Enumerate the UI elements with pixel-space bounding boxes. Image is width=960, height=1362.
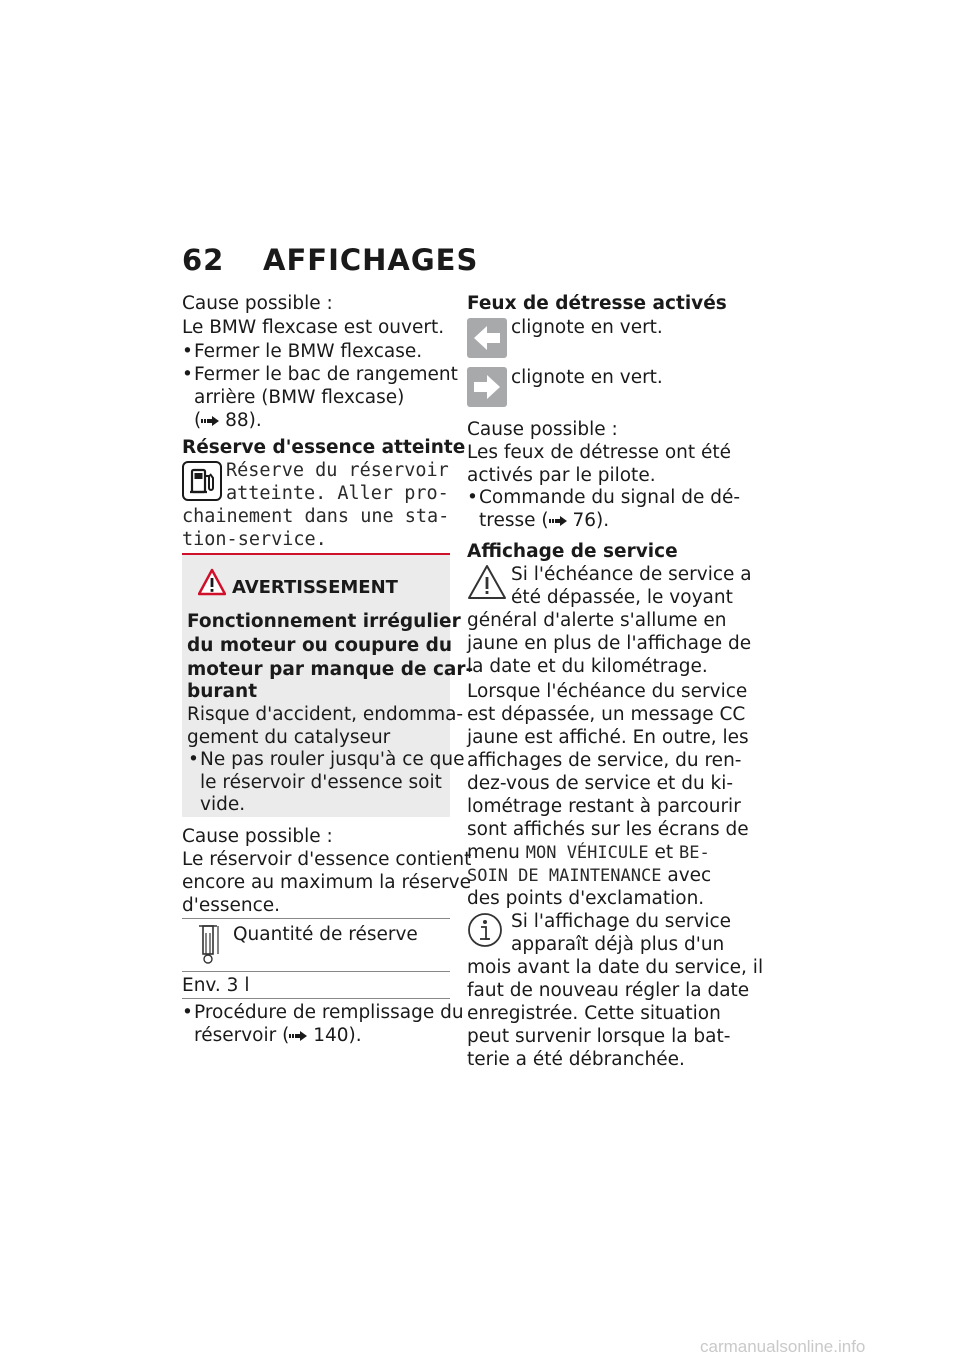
warning-rule <box>182 553 450 555</box>
page-ref-arrow-icon <box>201 416 219 426</box>
service-p2-line: Lorsque l'échéance du service <box>467 681 748 702</box>
bullet-continuation: arrière (BMW flexcase) <box>194 387 405 408</box>
service-p2-menu-line <box>467 841 710 865</box>
warning-heading-line: burant <box>187 681 258 702</box>
hazard-heading: Feux de détresse activés <box>467 293 727 314</box>
page-ref-text: tresse ( <box>479 510 549 531</box>
service-heading: Affichage de service <box>467 541 678 562</box>
service-p2-line: des points d'exclamation. <box>467 888 705 909</box>
word-avec: avec <box>667 865 712 886</box>
service-p2-line: sont affichés sur les écrans de <box>467 819 749 840</box>
page-ref-text: réservoir ( <box>194 1025 290 1046</box>
table-bottom-rule <box>182 998 450 999</box>
table-mid-rule <box>182 971 450 972</box>
service-p2-menu-line <box>467 864 711 888</box>
table-header: Quantité de réserve <box>233 924 418 945</box>
service-p2-line: dez-vous de service et du ki- <box>467 773 734 794</box>
info-icon <box>467 912 503 948</box>
info-line: terie a été débranchée. <box>467 1049 685 1070</box>
table-top-rule <box>182 918 450 919</box>
cause-text: Le BMW flexcase est ouvert. <box>182 317 445 338</box>
reserve-heading: Réserve d'essence atteinte <box>182 437 466 458</box>
fuel-gauge-icon <box>197 923 223 965</box>
general-warning-icon <box>467 563 507 601</box>
warning-bullet-line: vide. <box>200 794 246 815</box>
warning-heading-line: moteur par manque de car- <box>187 659 474 680</box>
info-line: enregistrée. Cette situation <box>467 1003 721 1024</box>
info-line: peut survenir lorsque la bat- <box>467 1026 731 1047</box>
page-ref-number: 76). <box>572 510 610 531</box>
reserve-message-line: Réserve du réservoir <box>226 460 449 481</box>
page-ref-arrow-icon <box>289 1031 307 1041</box>
service-p2-line: lométrage restant à parcourir <box>467 796 741 817</box>
left-arrow-icon <box>467 318 507 358</box>
reserve-message-line: atteinte. Aller pro- <box>226 483 449 504</box>
service-p1-line: la date et du kilométrage. <box>467 656 708 677</box>
left-indicator-text: clignote en vert. <box>511 317 663 338</box>
bullet-item: • Commande du signal de dé- <box>479 486 740 509</box>
table-value: Env. 3 l <box>182 975 250 996</box>
page-ref: ( 88). <box>194 410 262 431</box>
info-line: apparaît déjà plus d'un <box>511 934 725 955</box>
cause2-label: Cause possible : <box>182 826 333 847</box>
cause-label: Cause possible : <box>467 419 618 440</box>
service-p1-line: général d'alerte s'allume en <box>467 610 727 631</box>
page-number: 62 <box>182 243 225 277</box>
page-ref-arrow-icon <box>549 516 567 526</box>
warning-text-line: gement du catalyseur <box>187 727 391 748</box>
reserve-message-line: chainement dans une sta- <box>182 506 450 527</box>
service-p1-line: été dépassée, le voyant <box>511 587 733 608</box>
warning-heading-line: Fonctionnement irrégulier <box>187 611 461 632</box>
info-line: faut de nouveau régler la date <box>467 980 750 1001</box>
bullet-item: • Fermer le bac de rangement <box>194 363 458 386</box>
warning-text-line: Risque d'accident, endomma- <box>187 704 464 725</box>
service-p2-line: jaune est affiché. En outre, les <box>467 727 749 748</box>
warning-triangle-icon <box>198 568 226 596</box>
warning-bullet-line: • Ne pas rouler jusqu'à ce que <box>200 748 465 771</box>
cause-text-line: Les feux de détresse ont été <box>467 442 732 463</box>
page-title: AFFICHAGES <box>263 243 479 277</box>
right-indicator-text: clignote en vert. <box>511 367 663 388</box>
service-p2-line: est dépassée, un message CC <box>467 704 746 725</box>
page-ref <box>479 509 609 532</box>
menu-name-besoin-part: BE- <box>679 843 710 863</box>
menu-name-besoin-de-maintenance: SOIN DE MAINTENANCE <box>467 866 662 886</box>
conjunction-et: et <box>654 842 674 863</box>
service-p1-line: jaune en plus de l'affichage de <box>467 633 752 654</box>
right-arrow-icon <box>467 367 507 407</box>
menu-word: menu <box>467 842 520 863</box>
menu-name-mon-vehicule: MON VÉHICULE <box>525 843 649 863</box>
cause-text-line: activés par le pilote. <box>467 465 656 486</box>
watermark-link[interactable]: carmanualsonline.info <box>700 1337 866 1356</box>
service-p2-line: affichages de service, du ren- <box>467 750 742 771</box>
service-p1-line: Si l'échéance de service a <box>511 564 752 585</box>
warning-heading-line: du moteur ou coupure du <box>187 635 453 656</box>
cause2-text-line: d'essence. <box>182 895 281 916</box>
warning-label: AVERTISSEMENT <box>232 577 398 598</box>
reserve-message-line: tion-service. <box>182 529 327 550</box>
page-ref <box>194 1024 362 1047</box>
cause-label: Cause possible : <box>182 293 333 314</box>
cause2-text-line: Le réservoir d'essence contient <box>182 849 472 870</box>
fuel-pump-icon <box>182 461 222 501</box>
info-line: mois avant la date du service, il <box>467 957 764 978</box>
warning-bullet-line: le réservoir d'essence soit <box>200 772 442 793</box>
bullet-item: • Fermer le BMW flexcase. <box>194 340 422 363</box>
cause2-text-line: encore au maximum la réserve <box>182 872 471 893</box>
page-ref-number: 88). <box>225 410 262 431</box>
info-line: Si l'affichage du service <box>511 911 732 932</box>
bullet-item: • Procédure de remplissage du <box>194 1001 464 1024</box>
page-ref-number: 140). <box>313 1025 362 1046</box>
